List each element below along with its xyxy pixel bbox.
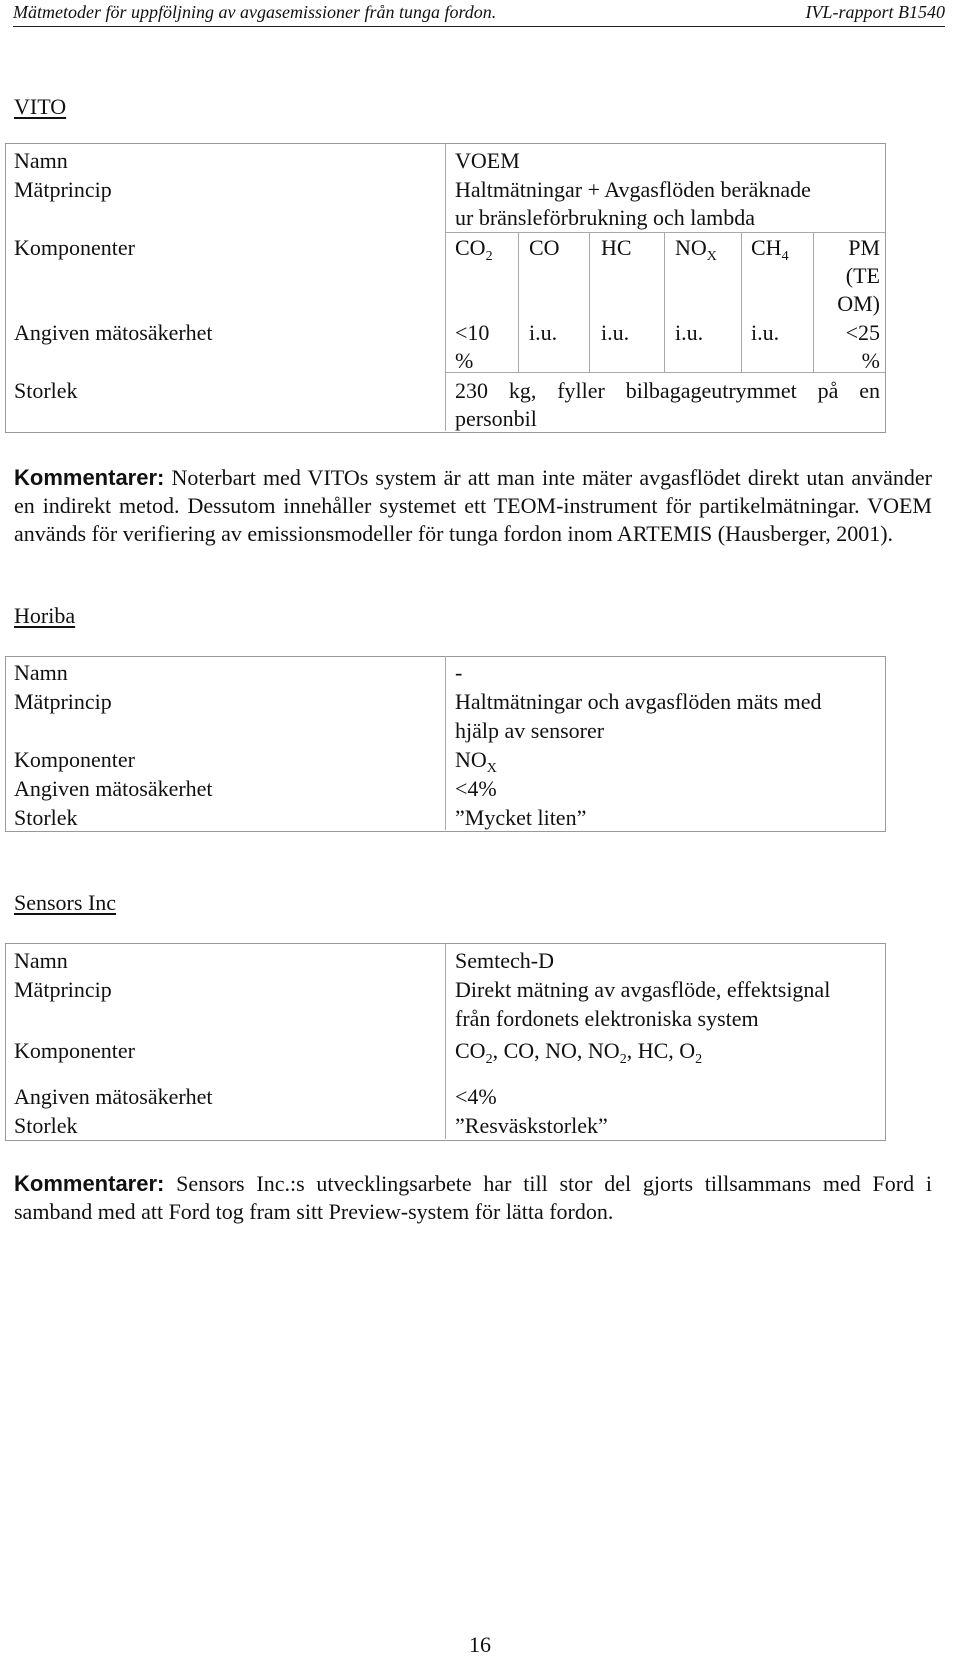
running-header-title: Mätmetoder för uppföljning av avgasemissioner från tunga fordon.	[13, 2, 497, 22]
vito-component-hc: HC	[601, 235, 632, 260]
vito-label-matprincip: Mätprincip	[14, 177, 112, 202]
sensors-label-namn: Namn	[14, 948, 68, 973]
header-rule	[13, 26, 945, 27]
section-title-sensors-inc: Sensors Inc	[14, 890, 117, 915]
vito-comment	[14, 464, 932, 548]
section-title-horiba: Horiba	[14, 603, 76, 628]
horiba-label-namn: Namn	[14, 660, 68, 685]
vito-storlek-line-1: 230 kg, fyller bilbagageutrymmet på en	[455, 378, 880, 403]
sensors-comment-text: Sensors Inc.:s utvecklingsarbete har till stor del gjorts tillsammans med Ford i samband med att Ford tog fram sitt Preview-system för lätta fordon.	[14, 1171, 932, 1224]
sensors-label-storlek: Storlek	[14, 1113, 78, 1138]
horiba-col-divider	[445, 656, 446, 830]
vito-label-namn: Namn	[14, 148, 68, 173]
horiba-namn-value: -	[455, 660, 463, 685]
vito-accuracy-hc: i.u.	[601, 320, 630, 345]
vito-col-divider	[813, 232, 814, 372]
horiba-label-matprincip: Mätprincip	[14, 689, 112, 714]
horiba-label-angiven: Angiven mätosäkerhet	[14, 776, 213, 801]
vito-row-divider	[445, 372, 885, 373]
vito-matprincip-line-1: Haltmätningar + Avgasflöden beräknade	[455, 177, 811, 202]
vito-col-divider	[664, 232, 665, 372]
sensors-komponenter-value: $CO_2$, CO, NO, $NO_2$, HC, $O_2$	[455, 1038, 703, 1067]
vito-col-divider	[741, 232, 742, 372]
vito-accuracy-co2-unit: %	[455, 348, 474, 373]
vito-accuracy-co: i.u.	[529, 320, 558, 345]
vito-accuracy-ch4: i.u.	[751, 320, 780, 345]
horiba-angiven-value: <4%	[455, 776, 497, 801]
horiba-label-komponenter: Komponenter	[14, 747, 135, 772]
vito-accuracy-nox: i.u.	[675, 320, 704, 345]
sensors-label-matprincip: Mätprincip	[14, 977, 112, 1002]
vito-component-ch4: $CH_4$	[751, 235, 789, 264]
vito-col-divider	[589, 232, 590, 372]
sensors-col-divider	[445, 943, 446, 1139]
vito-component-co2: $CO_2$	[455, 235, 493, 264]
sensors-comment-label: Kommentarer:	[14, 1171, 165, 1196]
vito-component-nox: $NO_X$	[675, 235, 717, 264]
vito-component-co: CO	[529, 235, 560, 260]
horiba-label-storlek: Storlek	[14, 805, 78, 830]
vito-comment-label: Kommentarer:	[14, 465, 165, 490]
vito-col-divider	[518, 232, 519, 372]
page-number: 16	[469, 1632, 491, 1657]
horiba-storlek-value: ”Mycket liten”	[455, 805, 587, 830]
vito-component-pm-line-2: (TE	[845, 263, 880, 288]
running-header-report-id: IVL-rapport B1540	[805, 2, 945, 22]
vito-namn-value: VOEM	[455, 148, 520, 173]
vito-label-komponenter: Komponenter	[14, 235, 135, 260]
sensors-matprincip-line-2: från fordonets elektroniska system	[455, 1006, 759, 1031]
vito-accuracy-pm-unit: %	[861, 348, 880, 373]
vito-storlek-line-2: personbil	[455, 406, 537, 431]
vito-row-divider	[445, 232, 885, 233]
vito-accuracy-pm: <25	[845, 320, 880, 345]
section-title-vito: VITO	[14, 94, 67, 119]
sensors-angiven-value: <4%	[455, 1084, 497, 1109]
sensors-matprincip-line-1: Direkt mätning av avgasflöde, effektsignal	[455, 977, 831, 1002]
vito-accuracy-co2: <10	[455, 320, 490, 345]
sensors-comment	[14, 1170, 932, 1226]
sensors-label-komponenter: Komponenter	[14, 1038, 135, 1063]
horiba-matprincip-line-1: Haltmätningar och avgasflöden mäts med	[455, 689, 822, 714]
vito-matprincip-line-2: ur bränsleförbrukning och lambda	[455, 205, 755, 230]
vito-label-storlek: Storlek	[14, 378, 78, 403]
horiba-matprincip-line-2: hjälp av sensorer	[455, 718, 605, 743]
vito-comment-text: Noterbart med VITOs system är att man inte mäter avgasflödet direkt utan använder en indirekt metod. Dessutom innehåller systemet ett TEOM-instrument för partikelmätningar. VOEM används för verifiering av emissionsmodeller för tunga fordon inom ARTEMIS (Hausberger, 2001).	[14, 465, 932, 546]
vito-label-angiven: Angiven mätosäkerhet	[14, 320, 213, 345]
sensors-label-angiven: Angiven mätosäkerhet	[14, 1084, 213, 1109]
vito-component-pm: PM	[848, 235, 880, 260]
sensors-storlek-value: ”Resväskstorlek”	[455, 1113, 608, 1138]
vito-col-divider	[445, 143, 446, 431]
sensors-namn-value: Semtech-D	[455, 948, 554, 973]
vito-component-pm-line-3: OM)	[837, 291, 880, 316]
horiba-komponenter-value: $NO_X$	[455, 747, 497, 776]
